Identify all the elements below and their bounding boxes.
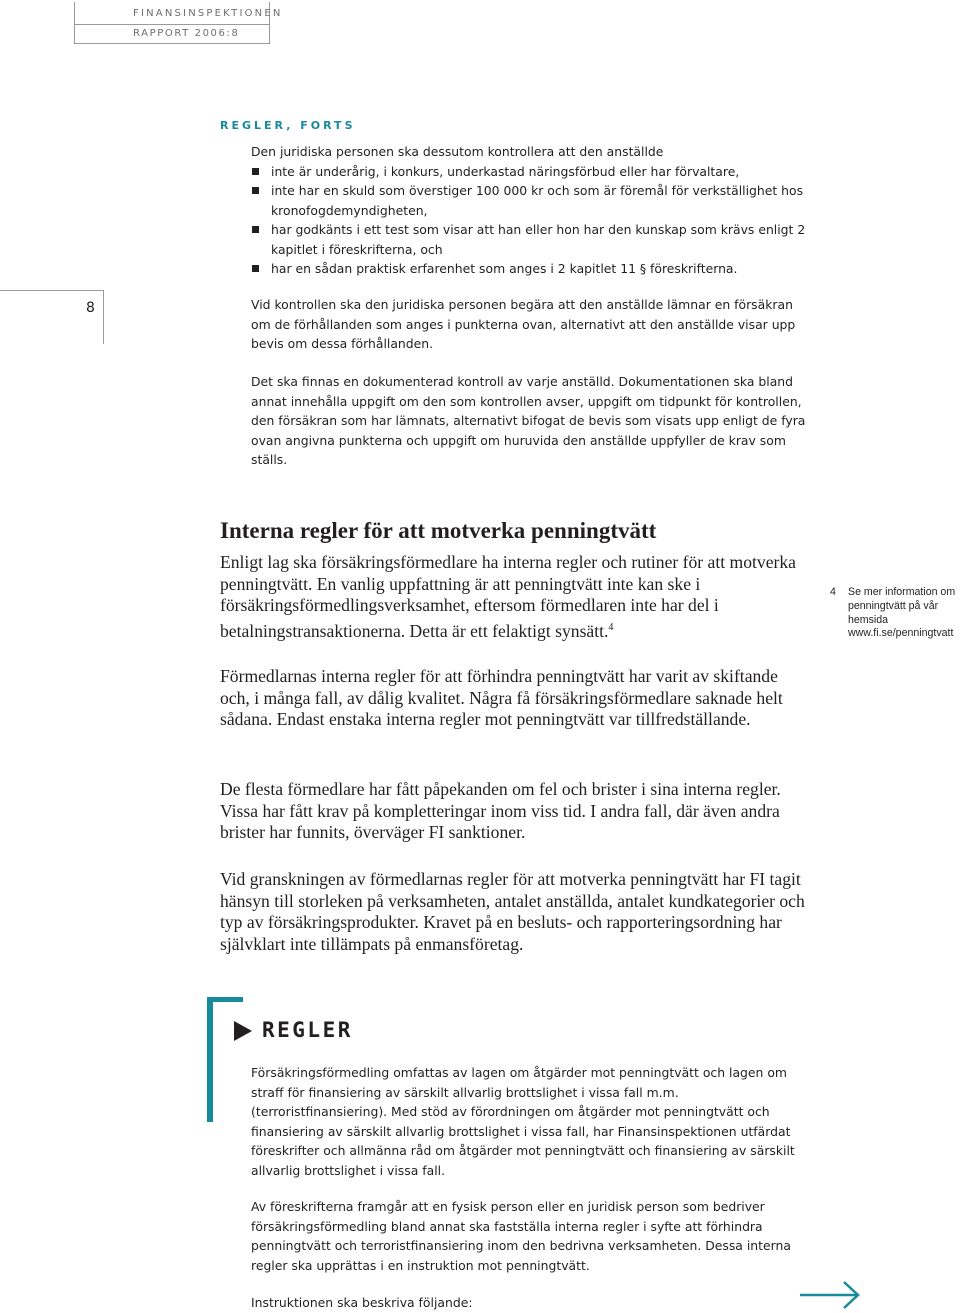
bullet-square-icon xyxy=(252,187,259,194)
regler-accent-bar xyxy=(207,997,213,1122)
regler-accent-top xyxy=(207,997,243,1002)
intro-lead: Den juridiska personen ska dessutom kontrollera att den anställde xyxy=(251,144,664,159)
intro-paragraph-2: Det ska finnas en dokumenterad kontroll av varje anställd. Dokumentationen ska bland annat innehålla uppgift om den som kontrollen avser, uppgift om tidpunkt för kontrollen, den försäkran som har lämnats, alternativt bifogat de bevis som visats upp enligt de fyra ovan angivna punkterna och uppgift om huruvida den anställde uppfyller de krav som ställs. xyxy=(251,374,806,467)
footnote-number: 4 xyxy=(830,586,836,598)
page-number: 8 xyxy=(86,300,95,316)
regler-paragraph-2: Av föreskrifterna framgår att en fysisk person eller en juridisk person som bedriver försäkringsförmedling bland annat ska fastställa interna regler i syfte att förhindra penningtvätt och terroristfinansiering inom den bedrivna verksamheten. Dessa interna regler ska upprättas i en instruktion mot penningtvätt. xyxy=(251,1199,791,1273)
page-number-marker xyxy=(0,290,104,344)
report-header xyxy=(74,2,283,44)
footnote-ref: 4 xyxy=(608,621,614,633)
page-marker-vline xyxy=(103,290,104,344)
regler-paragraph-3: Instruktionen ska beskriva följande: xyxy=(251,1295,473,1310)
bullet-square-icon xyxy=(252,226,259,233)
list-item: har godkänts i ett test som visar att han eller hon har den kunskap som krävs enligt 2 kapitlet i föreskrifterna, och xyxy=(251,220,811,259)
requirements-list xyxy=(251,162,811,279)
section-heading: REGLER, FORTS xyxy=(220,119,356,132)
list-item: inte har en skuld som överstiger 100 000 kr och som är föremål för verkställighet hos kronofogdemyndigheten, xyxy=(251,181,811,220)
intro-paragraph-1: Vid kontrollen ska den juridiska personen begära att den anställde lämnar en försäkran om de förhållanden som anges i punkterna ovan, alternativt att den anställde visar upp bevis om dessa förhållanden. xyxy=(251,297,796,351)
bullet-square-icon xyxy=(252,168,259,175)
page-marker-hline xyxy=(0,290,104,291)
header-report: RAPPORT 2006:8 xyxy=(133,28,240,39)
footnote-text: Se mer information om penningtvätt på vår hemsida www.fi.se/penningtvatt xyxy=(848,586,956,640)
continue-arrow-icon xyxy=(800,1280,862,1310)
bullet-square-icon xyxy=(252,265,259,272)
article-paragraph-4: Vid granskningen av förmedlarnas regler för att motverka penningtvätt har FI tagit hänsyn till storleken på verksamheten, antalet anställda, antalet kundkategorier och typ av försäkringsprodukter. Kravet på en besluts- och rapporteringsordning har självklart inte tillämpats på enmansföretag. xyxy=(220,869,805,954)
article-paragraph-2: Förmedlarnas interna regler för att förhindra penningtvätt har varit av skiftande och, i många fall, av dålig kvalitet. Några få försäkringsförmedlare saknade helt sådana. Endast enstaka interna regler mot penningtvätt var tillfredställande. xyxy=(220,666,783,730)
play-arrow-icon xyxy=(234,1021,252,1041)
intro-block xyxy=(251,142,811,279)
article-paragraph-1: Enligt lag ska försäkringsförmedlare ha interna regler och rutiner för att motverka penningtvätt. En vanlig uppfattning är att penningtvätt inte kan ske i försäkringsförmedlingsverksamhet, eftersom förmedlaren inte har del i betalningstransaktionerna. Detta är ett felaktigt synsätt.$^4$ xyxy=(220,552,796,641)
article-paragraph-3: De flesta förmedlare har fått påpekanden om fel och brister i sina interna regler. Vissa har fått krav på kompletteringar inom viss tid. I andra fall, där även andra brister har funnits, överväger FI sanktioner. xyxy=(220,779,781,843)
regler-paragraph-1: Försäkringsförmedling omfattas av lagen om åtgärder mot penningtvätt och lagen om straff för finansiering av särskilt allvarlig brottslighet i vissa fall m.m. (terroristfinansiering). Med stöd av förordningen om åtgärder mot penningtvätt och finansiering av särskilt allvarlig brottslighet i vissa fall, har Finansinspektionen utfärdat föreskrifter och allmänna råd om åtgärder mot penningtvätt och finansiering av särskilt allvarlig brottslighet i vissa fall. xyxy=(251,1065,795,1178)
header-divider xyxy=(75,24,269,25)
list-item: har en sådan praktisk erfarenhet som anges i 2 kapitlet 11 § föreskrifterna. xyxy=(251,259,811,279)
regler-heading: REGLER xyxy=(262,1018,353,1042)
list-item: inte är underårig, i konkurs, underkastad näringsförbud eller har förvaltare, xyxy=(251,162,811,182)
article-title: Interna regler för att motverka penningtvätt xyxy=(220,518,657,543)
header-org: FINANSINSPEKTIONEN xyxy=(133,8,283,19)
